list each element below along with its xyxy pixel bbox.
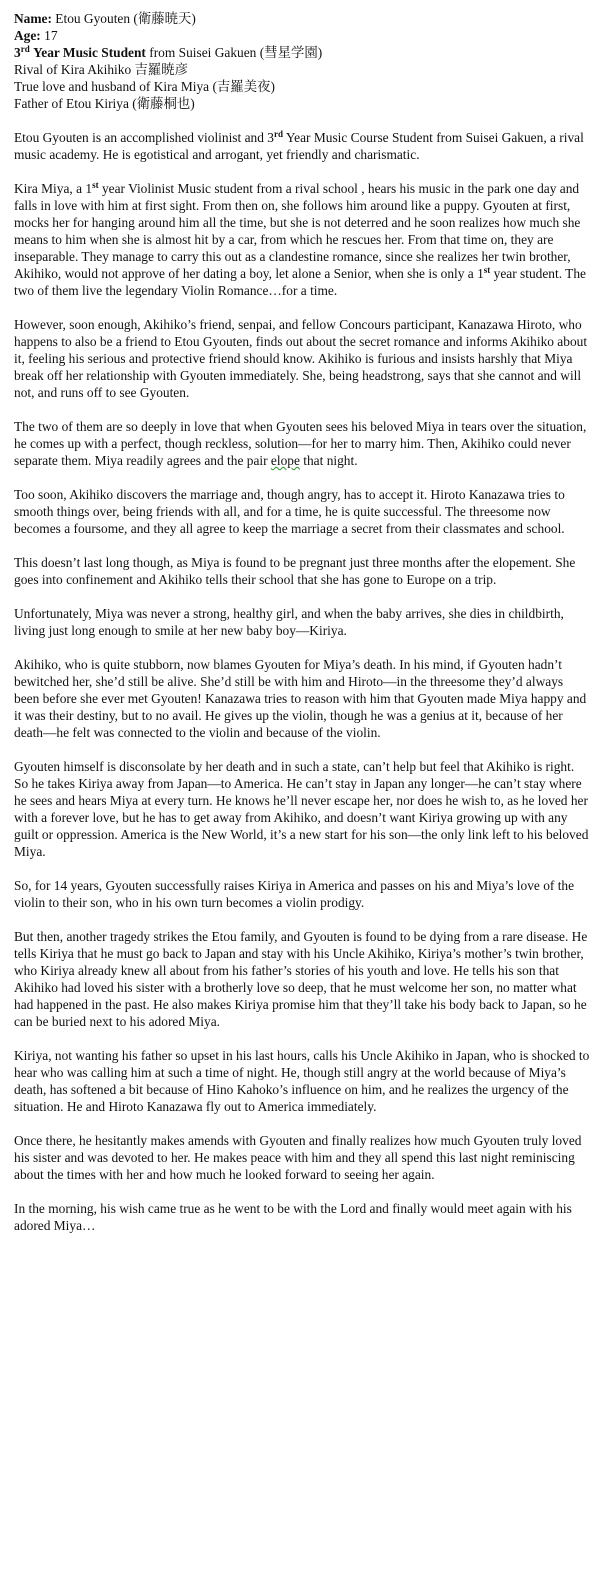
year-ordinal: rd xyxy=(20,44,30,54)
profile-love-line: True love and husband of Kira Miya (吉羅美夜) xyxy=(14,79,275,94)
name-label: Name: xyxy=(14,11,52,26)
year-school: from Suisei Gakuen (彗星学園) xyxy=(149,45,323,60)
paragraph-disease: But then, another tragedy strikes the Etou family, and Gyouten is found to be dying from a rare disease. He tells Kiriya that he must go back to Japan and stay with his Uncle Akihiko, Kiriya’s mother’s twin brother, who Kiriya already knew all about from his father’s stories of his youth and love. He tells his son that Akihiko had loved his sister with a brotherly love so deep, that he must welcome her son, no matter what had happened in the past. He also makes Kiriya promise him that they’ll take his body back to Japan, so he can be buried next to his adored Miya. xyxy=(14,929,588,1029)
paragraph-blame: Akihiko, who is quite stubborn, now blames Gyouten for Miya’s death. In his mind, if Gyouten hadn’t bewitched her, she’d still be alive. She’d still be with him and Hiroto—in the threesome they’d always been before she ever met Gyouten! Kanazawa tries to reason with him that Gyouten made Miya happy and it was their destiny, but to no avail. He gives up the violin, though he was a genius at it, because of her death—he felt was connected to the violin and because of the violin. xyxy=(14,657,587,740)
profile-header xyxy=(14,10,591,112)
paragraph-america: Gyouten himself is disconsolate by her death and in such a state, can’t help but feel that Akihiko is right. So he takes Kiriya away from Japan—to America. He can’t stay in Japan any longer—he can’t stay where he sees and hears Miya at every turn. He knows he’ll never escape her, nor does he wish to, as he loved her with a forever love, but he has to get away from Akihiko, and doesn’t want Kiriya growing up with any guilt or oppression. America is the New World, it’s a new start for his son—the only link left to his beloved Miya. xyxy=(14,759,589,859)
profile-rival-line: Rival of Kira Akihiko 吉羅暁彦 xyxy=(14,62,189,77)
p4-text-a: The two of them are so deeply in love that when Gyouten sees his beloved Miya in tears over the situation, he comes up with a perfect, though reckless, solution—for her to marry him. Then, Akihiko could never separate them. Miya readily agrees and the pair xyxy=(14,419,587,468)
paragraph-pregnancy: This doesn’t last long though, as Miya is found to be pregnant just three months after the elopement. She goes into confinement and Akihiko tells their school that she has gone to Europe on a trip. xyxy=(14,555,576,587)
paragraph-elopement xyxy=(14,418,591,469)
age-label: Age: xyxy=(14,28,41,43)
age-value: 17 xyxy=(44,28,58,43)
paragraph-ending: In the morning, his wish came true as he went to be with the Lord and finally would meet again with his adored Miya… xyxy=(14,1201,572,1233)
p2-ordinal-1: st xyxy=(92,180,99,190)
p1-ordinal: rd xyxy=(273,129,283,139)
profile-name-line xyxy=(14,10,591,27)
paragraph-phone-call: Kiriya, not wanting his father so upset in his last hours, calls his Uncle Akihiko in Japan, who is shocked to hear who was calling him at such a time of night. He, though still angry at the world because of Miya’s death, has softened a bit because of Hino Kahoko’s influence on him, and he realizes the urgency of the situation. He and Hiroto Kanazawa fly out to America immediately. xyxy=(14,1048,590,1114)
paragraph-childbirth: Unfortunately, Miya was never a strong, healthy girl, and when the baby arrives, she dies in childbirth, living just long enough to smile at her new baby boy—Kiriya. xyxy=(14,606,564,638)
spellcheck-word[interactable]: elope xyxy=(270,453,300,468)
profile-year-line xyxy=(14,44,591,61)
profile-father-line: Father of Etou Kiriya (衛藤桐也) xyxy=(14,96,195,111)
p1-text-b: Year Music Course Student from Suisei Gakuen, a rival music academy. He is egotistical and arrogant, yet friendly and charismatic. xyxy=(14,130,584,162)
paragraph-raising-kiriya: So, for 14 years, Gyouten successfully raises Kiriya in America and passes on his and Miya’s love of the violin to their son, who in his own turn becomes a violin prodigy. xyxy=(14,878,575,910)
p2-text-a: Kira Miya, a 1 xyxy=(14,181,93,196)
paragraph-amends: Once there, he hesitantly makes amends with Gyouten and finally realizes how much Gyouten truly loved his sister and was devoted to her. He makes peace with him and they all spend this last night reminiscing about the times with her and how much he looked forward to seeing her again. xyxy=(14,1133,582,1182)
paragraph-intro xyxy=(14,129,591,163)
year-title: Year Music Student xyxy=(33,45,146,60)
p2-text-b: year Violinist Music student from a rival school , hears his music in the park one day and falls in love with him at first sight. From then on, she follows him around like a puppy. Gyouten at first, mocks her for hanging around him all the time, but she is not deterred and he soon realizes how much she means to him when she is almost hit by a car, from which he rescues her. From that time on, they are inseparable. They manage to carry this out as a clandestine romance, since she realizes her twin brother, Akihiko, would not approve of her dating a boy, let alone a Senior, when she is only a 1 xyxy=(14,181,581,281)
paragraph-discovery: However, soon enough, Akihiko’s friend, senpai, and fellow Concours participant, Kanazawa Hiroto, who happens to also be a friend to Etou Gyouten, finds out about the secret romance and informs Akihiko about it, feeling his serious and protective friend should know. Akihiko is furious and insists harshly that Miya break off her relationship with Gyouten immediately. She, being headstrong, says that she cannot and will not, and runs off to see Gyouten. xyxy=(14,317,588,400)
paragraph-foursome: Too soon, Akihiko discovers the marriage and, though angry, has to accept it. Hiroto Kanazawa tries to smooth things over, being friends with all, and for a time, he is quite successful. The threesome now becomes a foursome, and they all agree to keep the marriage a secret from their classmates and school. xyxy=(14,487,565,536)
year-number: 3 xyxy=(14,45,21,60)
p1-text-a: Etou Gyouten is an accomplished violinist and 3 xyxy=(14,130,274,145)
p2-text-c: year student. The two of them live the legendary Violin Romance…for a time. xyxy=(14,266,586,298)
p4-text-b: that night. xyxy=(299,453,358,468)
profile-age-line xyxy=(14,27,591,44)
p2-ordinal-2: st xyxy=(483,265,491,275)
paragraph-meeting xyxy=(14,180,591,299)
name-value: Etou Gyouten (衛藤暁天) xyxy=(55,11,196,26)
